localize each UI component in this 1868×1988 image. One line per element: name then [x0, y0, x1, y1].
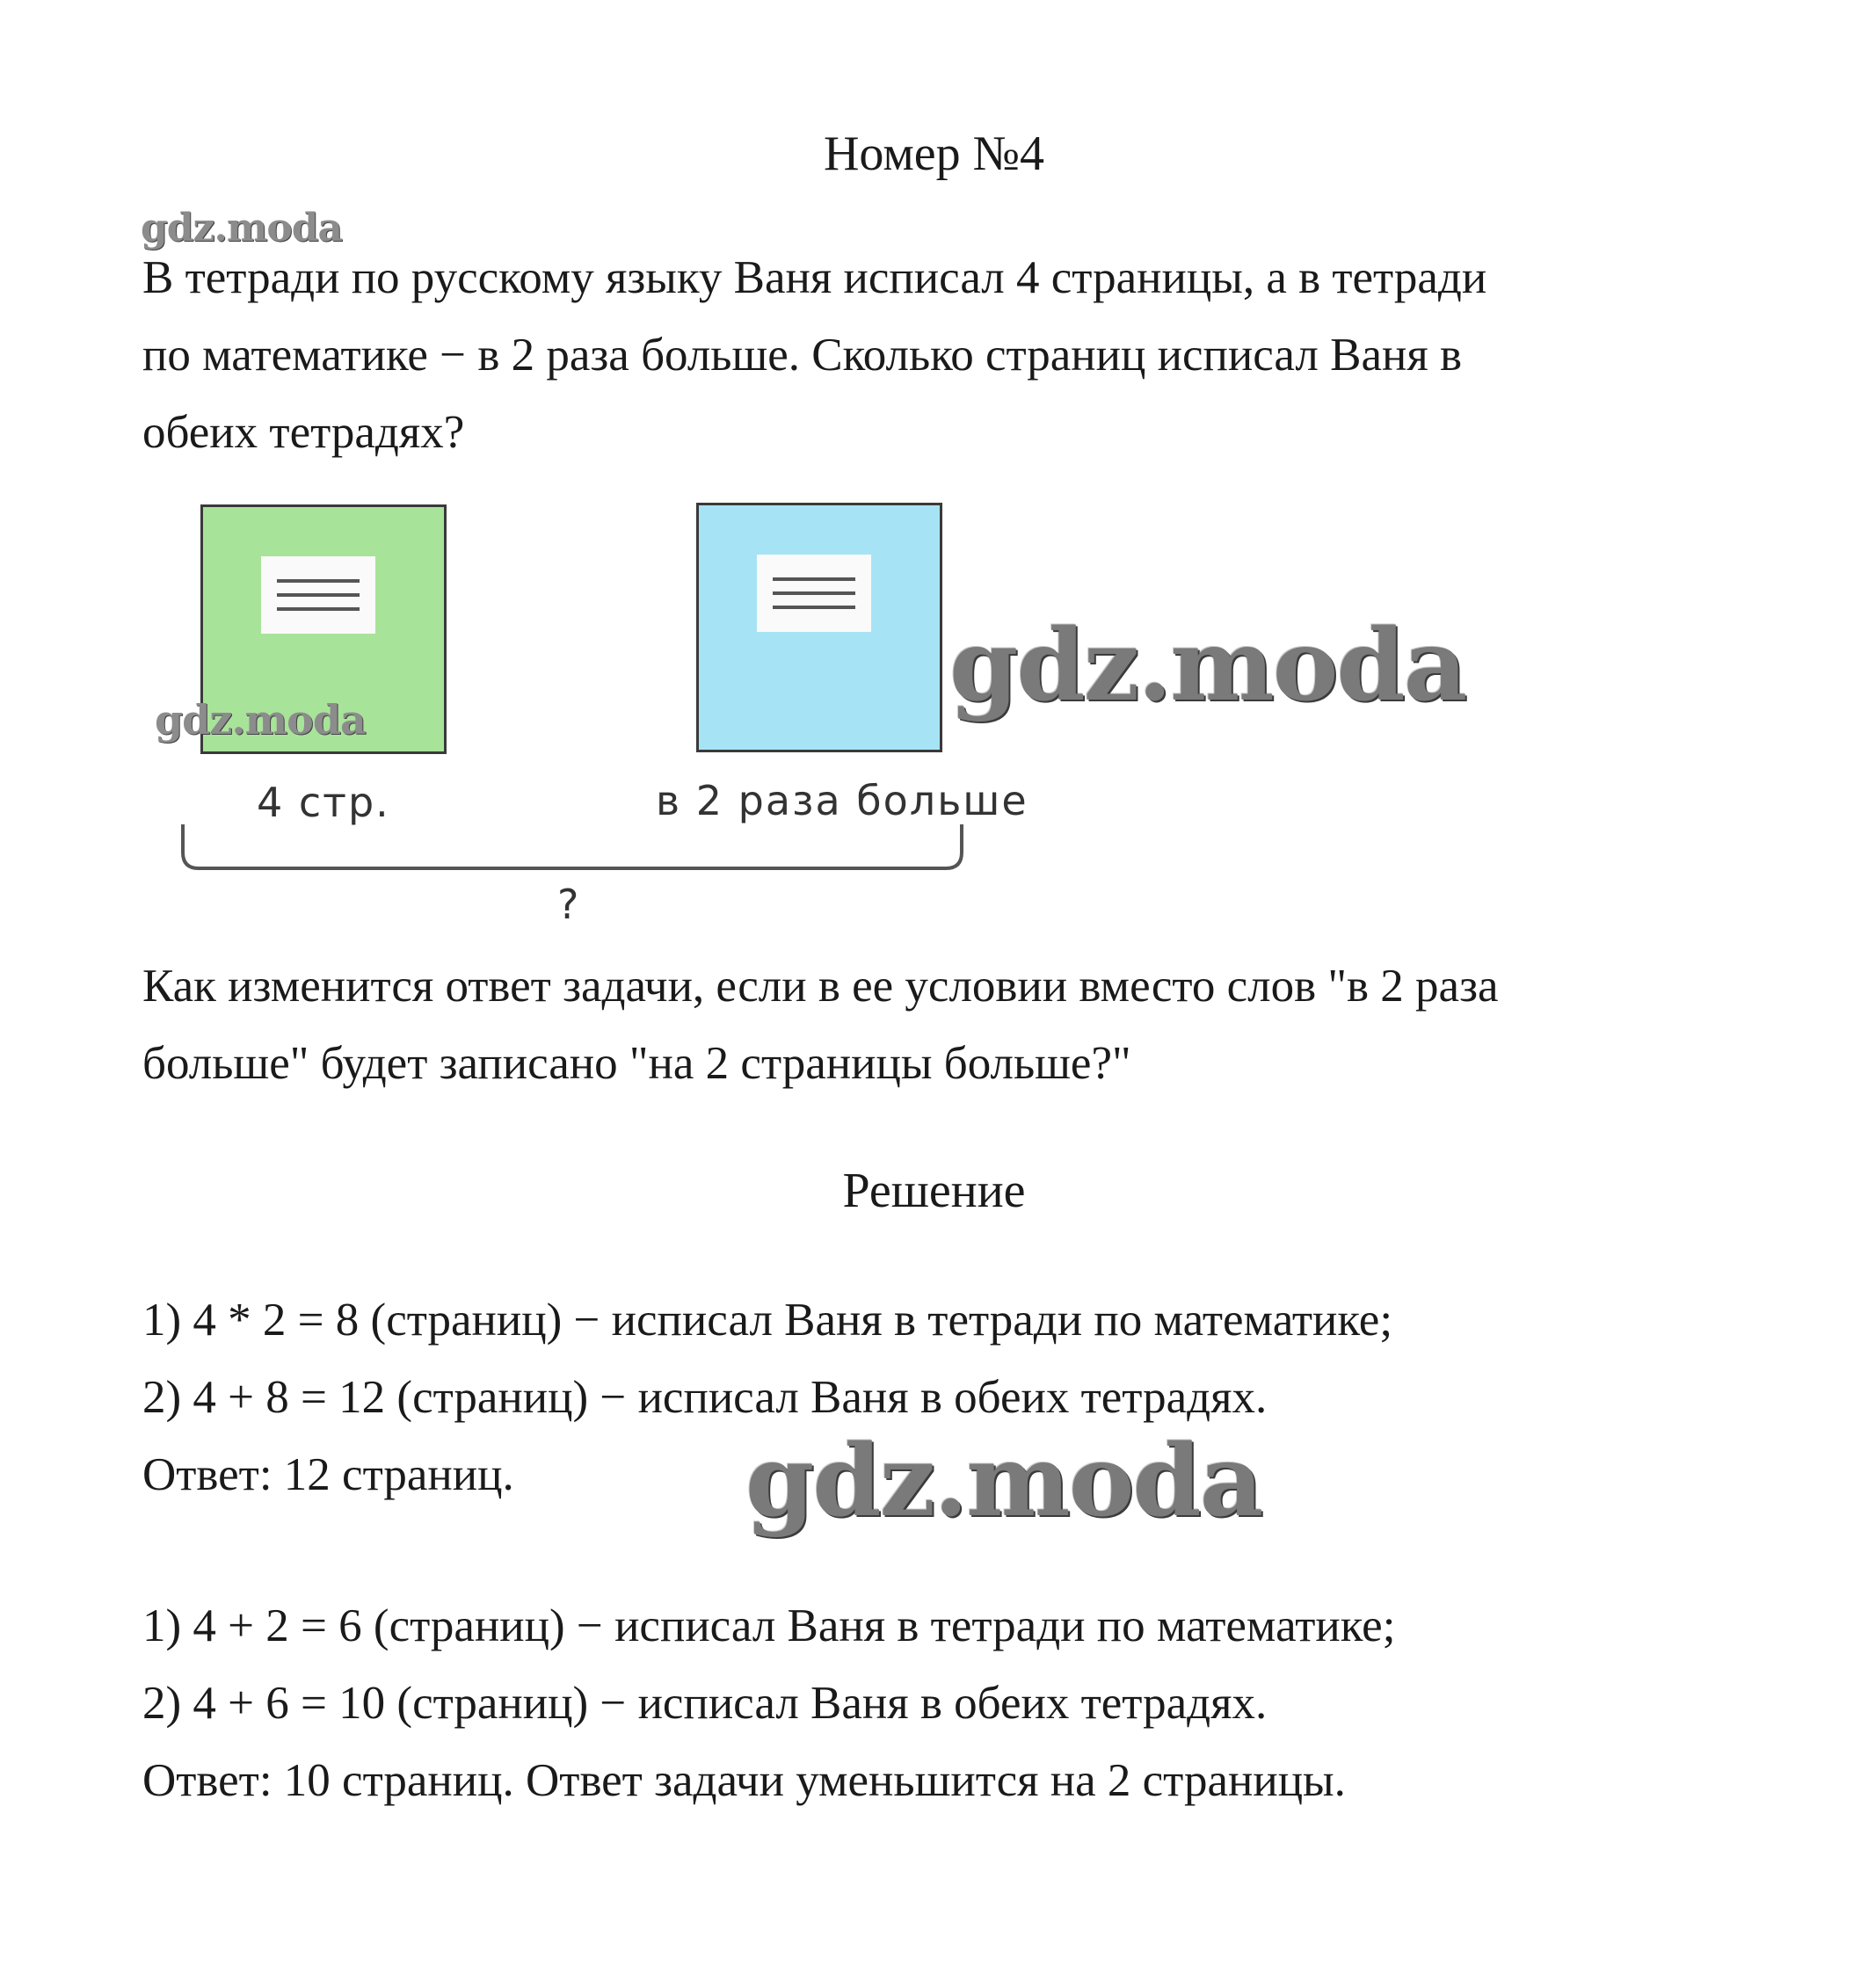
math-notebook [696, 503, 942, 752]
question-line: больше" будет записано "на 2 страницы больше?" [142, 1038, 1131, 1089]
watermark-solution-big: gdz.moda [745, 1424, 1262, 1539]
solution-line: 2) 4 + 8 = 12 (страниц) − исписал Ваня в обеих тетрадях. [142, 1372, 1268, 1423]
problem-line: по математике − в 2 раза больше. Сколько страниц исписал Ваня в [142, 330, 1463, 381]
problem-line: обеих тетрадях? [142, 407, 465, 458]
total-question-mark: ? [557, 881, 581, 928]
question-line: Как изменится ответ задачи, если в ее условии вместо слов "в 2 раза [142, 961, 1499, 1012]
russian-pages-label: 4 стр. [257, 779, 390, 826]
question-text [142, 947, 1777, 1102]
solution-answer: Ответ: 12 страниц. [142, 1449, 514, 1500]
solution-line: 1) 4 + 2 = 6 (страниц) − исписал Ваня в тетради по математике; [142, 1600, 1396, 1651]
solution-line: 1) 4 * 2 = 8 (страниц) − исписал Ваня в тетради по математике; [142, 1295, 1393, 1346]
notebook-label [757, 555, 871, 632]
watermark-diagram-big: gdz.moda [949, 608, 1466, 723]
problem-line: В тетради по русскому языку Ваня исписал 4 страницы, а в тетради [142, 252, 1487, 303]
page-title: Номер №4 [823, 127, 1045, 181]
solution-title: Решение [842, 1164, 1026, 1218]
total-brace [176, 817, 967, 888]
solution-line: 2) 4 + 6 = 10 (страниц) − исписал Ваня в обеих тетрадях. [142, 1678, 1268, 1729]
notebook-label [261, 556, 375, 634]
watermark-top: gdz.moda [141, 206, 343, 250]
math-pages-label: в 2 раза больше [656, 777, 1028, 824]
solution-answer: Ответ: 10 страниц. Ответ задачи уменьшится на 2 страницы. [142, 1755, 1346, 1806]
notebooks-diagram [155, 492, 1466, 932]
solution-part-2 [142, 1587, 1777, 1819]
watermark-diagram-small: gdz.moda [155, 696, 366, 744]
problem-text [142, 239, 1777, 471]
